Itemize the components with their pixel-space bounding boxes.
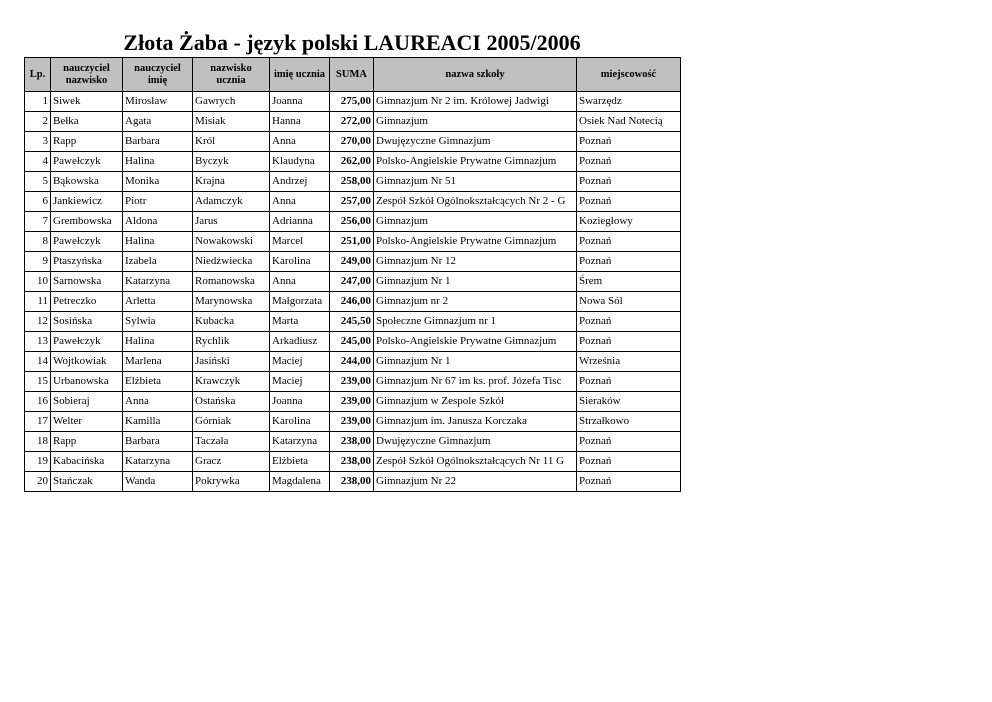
cell-teacher-name: Katarzyna [123, 452, 193, 472]
cell-teacher-name: Mirosław [123, 92, 193, 112]
cell-school: Zespół Szkół Ogólnokształcących Nr 2 - G [374, 192, 577, 212]
cell-student-name: Katarzyna [270, 432, 330, 452]
cell-city: Poznań [577, 152, 681, 172]
cell-student-name: Anna [270, 192, 330, 212]
cell-teacher-name: Anna [123, 392, 193, 412]
cell-teacher-name: Elżbieta [123, 372, 193, 392]
cell-suma: 246,00 [330, 292, 374, 312]
cell-lp: 3 [25, 132, 51, 152]
cell-student-surname: Kubacka [193, 312, 270, 332]
cell-teacher-surname: Stańczak [51, 472, 123, 492]
cell-suma: 275,00 [330, 92, 374, 112]
cell-lp: 4 [25, 152, 51, 172]
cell-lp: 11 [25, 292, 51, 312]
table-row [25, 172, 681, 192]
cell-school: Dwujęzyczne Gimnazjum [374, 432, 577, 452]
cell-suma: 238,00 [330, 452, 374, 472]
cell-school: Społeczne Gimnazjum nr 1 [374, 312, 577, 332]
table-row [25, 212, 681, 232]
cell-suma: 257,00 [330, 192, 374, 212]
cell-suma: 247,00 [330, 272, 374, 292]
cell-teacher-name: Katarzyna [123, 272, 193, 292]
table-row [25, 232, 681, 252]
cell-suma: 251,00 [330, 232, 374, 252]
cell-student-surname: Marynowska [193, 292, 270, 312]
cell-teacher-surname: Petreczko [51, 292, 123, 312]
cell-suma: 249,00 [330, 252, 374, 272]
cell-teacher-name: Halina [123, 332, 193, 352]
cell-student-name: Anna [270, 132, 330, 152]
header-row [25, 58, 681, 92]
table-row [25, 292, 681, 312]
cell-suma: 256,00 [330, 212, 374, 232]
cell-lp: 12 [25, 312, 51, 332]
cell-teacher-surname: Kabacińska [51, 452, 123, 472]
cell-city: Koziegłowy [577, 212, 681, 232]
cell-teacher-surname: Pawełczyk [51, 332, 123, 352]
cell-student-surname: Gawrych [193, 92, 270, 112]
header-school: nazwa szkoły [374, 58, 577, 92]
header-city: miejscowość [577, 58, 681, 92]
cell-city: Poznań [577, 372, 681, 392]
cell-school: Polsko-Angielskie Prywatne Gimnazjum [374, 232, 577, 252]
cell-school: Gimnazjum [374, 112, 577, 132]
cell-teacher-surname: Siwek [51, 92, 123, 112]
cell-student-name: Magdalena [270, 472, 330, 492]
cell-school: Dwujęzyczne Gimnazjum [374, 132, 577, 152]
cell-teacher-surname: Urbanowska [51, 372, 123, 392]
cell-suma: 238,00 [330, 472, 374, 492]
cell-teacher-surname: Sosińska [51, 312, 123, 332]
table-row [25, 252, 681, 272]
cell-school: Gimnazjum Nr 1 [374, 272, 577, 292]
table-row [25, 92, 681, 112]
cell-school: Gimnazjum im. Janusza Korczaka [374, 412, 577, 432]
cell-student-surname: Adamczyk [193, 192, 270, 212]
cell-lp: 7 [25, 212, 51, 232]
cell-lp: 13 [25, 332, 51, 352]
cell-lp: 20 [25, 472, 51, 492]
header-student-surname: nazwisko ucznia [193, 58, 270, 92]
cell-teacher-surname: Bełka [51, 112, 123, 132]
cell-student-name: Joanna [270, 92, 330, 112]
cell-student-name: Marcel [270, 232, 330, 252]
cell-teacher-name: Marlena [123, 352, 193, 372]
cell-city: Poznań [577, 332, 681, 352]
cell-teacher-surname: Ptaszyńska [51, 252, 123, 272]
cell-student-name: Karolina [270, 412, 330, 432]
cell-city: Sieraków [577, 392, 681, 412]
cell-teacher-surname: Bąkowska [51, 172, 123, 192]
cell-teacher-name: Arletta [123, 292, 193, 312]
table-row [25, 272, 681, 292]
header-student-name: imię ucznia [270, 58, 330, 92]
table-row [25, 192, 681, 212]
table-row [25, 332, 681, 352]
cell-teacher-name: Monika [123, 172, 193, 192]
header-teacher-surname: nauczyciel nazwisko [51, 58, 123, 92]
cell-student-name: Elżbieta [270, 452, 330, 472]
cell-lp: 10 [25, 272, 51, 292]
cell-teacher-surname: Sobieraj [51, 392, 123, 412]
cell-student-surname: Gracz [193, 452, 270, 472]
cell-student-surname: Ostańska [193, 392, 270, 412]
cell-student-surname: Byczyk [193, 152, 270, 172]
laureates-table [24, 57, 681, 492]
cell-city: Strzałkowo [577, 412, 681, 432]
cell-student-surname: Pokrywka [193, 472, 270, 492]
table-row [25, 352, 681, 372]
cell-teacher-surname: Wojtkowiak [51, 352, 123, 372]
cell-city: Nowa Sól [577, 292, 681, 312]
cell-lp: 19 [25, 452, 51, 472]
cell-suma: 239,00 [330, 412, 374, 432]
cell-teacher-name: Piotr [123, 192, 193, 212]
cell-lp: 9 [25, 252, 51, 272]
cell-student-name: Maciej [270, 352, 330, 372]
cell-suma: 270,00 [330, 132, 374, 152]
cell-teacher-name: Barbara [123, 432, 193, 452]
table-row [25, 152, 681, 172]
header-teacher-name: nauczyciel imię [123, 58, 193, 92]
cell-lp: 5 [25, 172, 51, 192]
cell-student-name: Małgorzata [270, 292, 330, 312]
cell-school: Gimnazjum Nr 1 [374, 352, 577, 372]
cell-city: Poznań [577, 452, 681, 472]
table-row [25, 312, 681, 332]
cell-teacher-name: Barbara [123, 132, 193, 152]
cell-city: Poznań [577, 432, 681, 452]
cell-city: Poznań [577, 312, 681, 332]
table-body [25, 92, 681, 492]
cell-school: Gimnazjum Nr 2 im. Królowej Jadwigi [374, 92, 577, 112]
cell-city: Swarzędz [577, 92, 681, 112]
cell-teacher-name: Halina [123, 152, 193, 172]
cell-student-surname: Górniak [193, 412, 270, 432]
cell-teacher-surname: Rapp [51, 432, 123, 452]
cell-student-surname: Misiak [193, 112, 270, 132]
cell-teacher-surname: Pawełczyk [51, 232, 123, 252]
cell-school: Polsko-Angielskie Prywatne Gimnazjum [374, 332, 577, 352]
cell-school: Gimnazjum Nr 22 [374, 472, 577, 492]
cell-teacher-name: Wanda [123, 472, 193, 492]
cell-school: Gimnazjum Nr 51 [374, 172, 577, 192]
cell-suma: 262,00 [330, 152, 374, 172]
cell-student-surname: Niedźwiecka [193, 252, 270, 272]
cell-teacher-surname: Jankiewicz [51, 192, 123, 212]
cell-school: Polsko-Angielskie Prywatne Gimnazjum [374, 152, 577, 172]
cell-city: Poznań [577, 252, 681, 272]
cell-student-name: Klaudyna [270, 152, 330, 172]
cell-student-surname: Król [193, 132, 270, 152]
header-suma: SUMA [330, 58, 374, 92]
cell-lp: 2 [25, 112, 51, 132]
page-title: Złota Żaba - język polski LAUREACI 2005/2006 [123, 30, 581, 55]
cell-teacher-name: Sylwia [123, 312, 193, 332]
cell-suma: 244,00 [330, 352, 374, 372]
cell-student-name: Karolina [270, 252, 330, 272]
cell-student-name: Hanna [270, 112, 330, 132]
cell-lp: 17 [25, 412, 51, 432]
cell-school: Gimnazjum w Zespole Szkół [374, 392, 577, 412]
table-row [25, 452, 681, 472]
cell-suma: 238,00 [330, 432, 374, 452]
table-row [25, 112, 681, 132]
cell-lp: 1 [25, 92, 51, 112]
cell-suma: 239,00 [330, 392, 374, 412]
table-row [25, 372, 681, 392]
cell-teacher-surname: Welter [51, 412, 123, 432]
cell-school: Gimnazjum Nr 67 im ks. prof. Józefa Tisc [374, 372, 577, 392]
cell-student-surname: Taczała [193, 432, 270, 452]
cell-teacher-name: Kamilla [123, 412, 193, 432]
table-row [25, 432, 681, 452]
cell-student-surname: Rychlik [193, 332, 270, 352]
cell-student-name: Maciej [270, 372, 330, 392]
cell-student-name: Andrzej [270, 172, 330, 192]
cell-student-surname: Romanowska [193, 272, 270, 292]
cell-student-name: Arkadiusz [270, 332, 330, 352]
cell-student-surname: Nowakowski [193, 232, 270, 252]
table-header [25, 58, 681, 92]
cell-teacher-surname: Rapp [51, 132, 123, 152]
cell-suma: 245,50 [330, 312, 374, 332]
cell-student-surname: Krawczyk [193, 372, 270, 392]
cell-school: Zespół Szkół Ogólnokształcących Nr 11 G [374, 452, 577, 472]
cell-suma: 258,00 [330, 172, 374, 192]
cell-city: Września [577, 352, 681, 372]
cell-city: Śrem [577, 272, 681, 292]
cell-student-name: Joanna [270, 392, 330, 412]
cell-teacher-surname: Sarnowska [51, 272, 123, 292]
cell-city: Poznań [577, 232, 681, 252]
cell-teacher-name: Aldona [123, 212, 193, 232]
cell-teacher-name: Izabela [123, 252, 193, 272]
cell-school: Gimnazjum [374, 212, 577, 232]
cell-lp: 18 [25, 432, 51, 452]
table-row [25, 412, 681, 432]
cell-student-surname: Jasiński [193, 352, 270, 372]
cell-lp: 16 [25, 392, 51, 412]
cell-teacher-name: Agata [123, 112, 193, 132]
cell-lp: 8 [25, 232, 51, 252]
cell-teacher-surname: Pawełczyk [51, 152, 123, 172]
cell-student-name: Marta [270, 312, 330, 332]
cell-school: Gimnazjum nr 2 [374, 292, 577, 312]
cell-teacher-surname: Grembowska [51, 212, 123, 232]
cell-city: Osiek Nad Notecią [577, 112, 681, 132]
cell-lp: 14 [25, 352, 51, 372]
header-lp: Lp. [25, 58, 51, 92]
cell-student-surname: Jarus [193, 212, 270, 232]
cell-suma: 239,00 [330, 372, 374, 392]
cell-city: Poznań [577, 172, 681, 192]
table-row [25, 472, 681, 492]
table-row [25, 392, 681, 412]
table-row [25, 132, 681, 152]
cell-city: Poznań [577, 472, 681, 492]
cell-city: Poznań [577, 132, 681, 152]
cell-city: Poznań [577, 192, 681, 212]
cell-teacher-name: Halina [123, 232, 193, 252]
cell-student-surname: Krajna [193, 172, 270, 192]
cell-student-name: Anna [270, 272, 330, 292]
cell-school: Gimnazjum Nr 12 [374, 252, 577, 272]
cell-suma: 272,00 [330, 112, 374, 132]
cell-lp: 15 [25, 372, 51, 392]
cell-suma: 245,00 [330, 332, 374, 352]
cell-student-name: Adrianna [270, 212, 330, 232]
cell-lp: 6 [25, 192, 51, 212]
